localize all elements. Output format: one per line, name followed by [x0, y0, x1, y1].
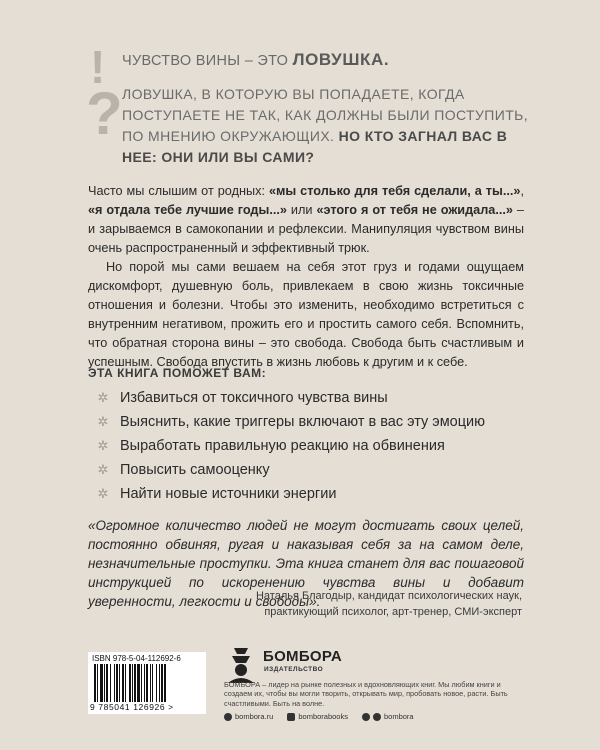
headline-prefix: ЧУВСТВО ВИНЫ – ЭТО	[122, 53, 293, 69]
attribution-line-1: Наталья Благодыр, кандидат психологических наук,	[255, 590, 522, 602]
barcode-icon	[94, 664, 198, 702]
intro-main: ЛОВУШКА, В КОТОРУЮ ВЫ ПОПАДАЕТЕ, КОГДА ПОСТУПАЕТЕ НЕ ТАК, КАК ДОЛЖНЫ БЫЛИ ПОСТУПИТЬ, ПО МНЕНИЮ ОКРУЖАЮЩИХ.	[122, 86, 529, 144]
list-item	[96, 434, 485, 458]
gear-bullet-icon: ✲	[97, 414, 109, 429]
social-label: bomborabooks	[298, 712, 348, 721]
list-item-label: Найти новые источники энергии	[120, 486, 337, 502]
bombora-logo-icon	[224, 645, 258, 685]
barcode-number: 9 785041 126926 >	[90, 702, 174, 712]
description-paragraph-1	[88, 182, 524, 258]
p1-text-a: Часто мы слышим от родных:	[88, 184, 269, 198]
question-mark-icon: ?	[86, 80, 123, 147]
benefits-title: ЭТА КНИГА ПОМОЖЕТ ВАМ:	[88, 366, 267, 380]
list-item	[96, 482, 485, 506]
benefits-list	[96, 386, 485, 506]
gear-bullet-icon: ✲	[97, 438, 109, 453]
globe-icon	[224, 713, 232, 721]
social-label: bombora.ru	[235, 712, 274, 721]
gear-bullet-icon: ✲	[97, 390, 109, 405]
p1-quote-1: «мы столько для тебя сделали, а ты...»	[268, 184, 521, 198]
p1-text-c: ,	[520, 184, 524, 198]
isbn-barcode-block	[88, 652, 206, 714]
attribution-line-2: практикующий психолог, арт-тренер, СМИ-эксперт	[264, 606, 522, 618]
publisher-subtitle: ИЗДАТЕЛЬСТВО	[264, 666, 324, 673]
list-item	[96, 386, 485, 410]
p1-text-g: – и зарываемся в самокопании и рефлексии. Манипуляция чувством вины очень распространенный и эффективный трюк.	[88, 203, 524, 255]
telegram-icon	[373, 713, 381, 721]
facebook-icon	[362, 713, 370, 721]
social-website[interactable]	[224, 712, 273, 721]
p1-quote-3: «этого я от тебя не ожидала...»	[316, 203, 513, 217]
exclamation-mark-icon: !	[90, 41, 106, 93]
headline-strong: ЛОВУШКА.	[292, 50, 390, 69]
description-paragraph-2: Но порой мы сами вешаем на себя этот груз и годами ощущаем дискомфорт, душевную боль, привлекаем в свою жизнь токсичные отношения и болезни. Чтобы это изменить, необходимо встретиться с внутренним негативом, прожить его и простить самого себя. Вспомнить, что обратная сторона вины – это свобода. Свобода быть счастливым и успешным. Свобода впустить в жизнь любовь к другим и к себе.	[88, 260, 524, 369]
list-item	[96, 410, 485, 434]
quote-attribution	[150, 588, 522, 620]
p1-text-e: или	[286, 203, 317, 217]
social-vk[interactable]	[287, 712, 348, 721]
isbn-label: ISBN 978-5-04-112692-6	[92, 654, 181, 663]
headline	[122, 50, 542, 70]
review-quote: «Огромное количество людей не могут достигать своих целей, постоянно обвиняя, ругая и наказывая себя за на самом деле, незначительные проступки. Эта книга станет для вас пошаговой инструкцией по искоренению чувства вины и добавит уверенности, легкости и свободы».	[88, 518, 524, 609]
p1-quote-2: «я отдала тебе лучшие годы...»	[88, 203, 287, 217]
gear-bullet-icon: ✲	[97, 486, 109, 501]
list-item-label: Повысить самооценку	[120, 462, 270, 478]
social-other[interactable]	[362, 712, 414, 721]
publisher-name: БОМБОРА	[263, 648, 343, 665]
description	[88, 182, 524, 372]
vk-icon	[287, 713, 295, 721]
publisher-blurb: БОМБОРА – лидер на рынке полезных и вдохновляющих книг. Мы любим книги и создаем их, чтобы вы могли творить, открывать мир, пробовать новое, расти. Быть счастливыми. Быть на волне.	[224, 680, 508, 708]
gear-bullet-icon: ✲	[97, 462, 109, 477]
list-item-label: Выяснить, какие триггеры включают в вас эту эмоцию	[120, 414, 486, 430]
list-item-label: Избавиться от токсичного чувства вины	[120, 390, 388, 406]
social-links	[224, 712, 414, 721]
list-item	[96, 458, 485, 482]
social-label: bombora	[383, 712, 414, 721]
intro-bold: НО КТО ЗАГНАЛ ВАС В НЕЕ: ОНИ ИЛИ ВЫ САМИ?	[122, 128, 508, 165]
list-item-label: Выработать правильную реакцию на обвинения	[120, 438, 445, 454]
intro-text	[122, 84, 542, 168]
